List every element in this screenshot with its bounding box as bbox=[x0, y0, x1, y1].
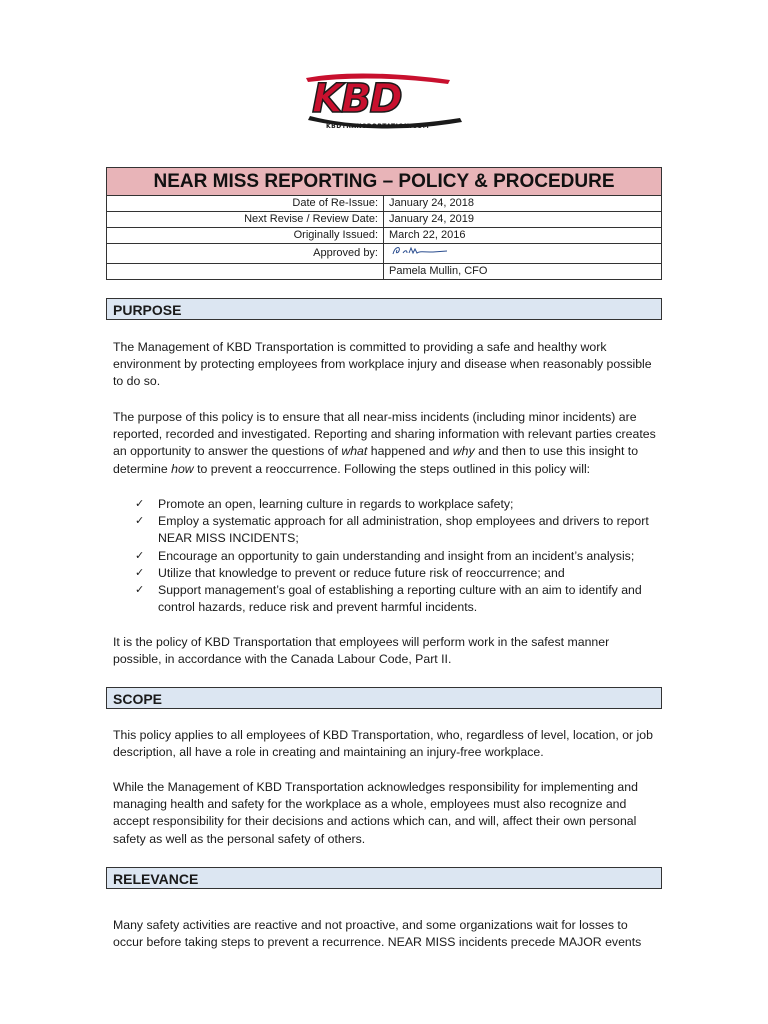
approved-by-label: Approved by: bbox=[107, 244, 384, 264]
empty-label bbox=[107, 264, 384, 280]
svg-text:KBD: KBD bbox=[312, 76, 401, 122]
relevance-paragraph-1: Many safety activities are reactive and not proactive, and some organizations wait for losses to occur before taking steps to prevent a recurrence. NEAR MISS incidents precede MAJOR events bbox=[113, 918, 642, 950]
purpose-paragraph-1: The Management of KBD Transportation is committed to providing a safe and healthy work environment by protecting employees from workplace injury and disease when reasonably possible to do so. bbox=[113, 340, 652, 389]
reissue-date-value: January 24, 2018 bbox=[384, 196, 662, 212]
policy-header-table bbox=[106, 167, 662, 280]
approver-name: Pamela Mullin, CFO bbox=[384, 264, 662, 280]
svg-text:KBDTRANSPORTATION.COM: KBDTRANSPORTATION.COM bbox=[326, 123, 430, 130]
purpose-heading: PURPOSE bbox=[106, 298, 662, 320]
review-date-label: Next Revise / Review Date: bbox=[107, 212, 384, 228]
list-item: ✓ Encourage an opportunity to gain understanding and insight from an incident’s analysis; bbox=[135, 548, 660, 565]
checkmark-icon: ✓ bbox=[135, 515, 145, 528]
table-row bbox=[107, 212, 662, 228]
list-item: ✓ Promote an open, learning culture in regards to workplace safety; bbox=[135, 496, 660, 513]
table-row bbox=[107, 228, 662, 244]
kbd-logo bbox=[300, 70, 468, 132]
list-item: ✓ Utilize that knowledge to prevent or reduce future risk of reoccurrence; and bbox=[135, 565, 660, 582]
table-row bbox=[107, 196, 662, 212]
checkmark-icon: ✓ bbox=[135, 549, 145, 562]
checkmark-icon: ✓ bbox=[135, 498, 145, 510]
signature-cell bbox=[384, 244, 662, 264]
signature-image bbox=[389, 244, 449, 263]
relevance-heading: RELEVANCE bbox=[106, 867, 662, 889]
table-row bbox=[107, 244, 662, 264]
scope-paragraph-1: This policy applies to all employees of KBD Transportation, who, regardless of level, location, or job description, all have a role in creating and maintaining an injury-free workplace. bbox=[113, 728, 653, 760]
scope-heading: SCOPE bbox=[106, 687, 662, 709]
table-row bbox=[107, 264, 662, 280]
scope-paragraph-2: While the Management of KBD Transportation acknowledges responsibility for implementing and managing health and safety for the workplace as a whole, employees must also recognize and accept responsibility for their decisions and actions which can, and will, affect their own personal safety as well as the personal safety of others. bbox=[113, 780, 638, 846]
checkmark-icon: ✓ bbox=[135, 584, 145, 597]
purpose-paragraph-3: It is the policy of KBD Transportation that employees will perform work in the safest manner possible, in accordance with the Canada Labour Code, Part II. bbox=[113, 635, 610, 667]
list-item: ✓ Support management’s goal of establishing a reporting culture with an aim to identify and control hazards, reduce risk and prevent harmful incidents. bbox=[135, 583, 642, 615]
original-issue-value: March 22, 2016 bbox=[384, 228, 662, 244]
document-title: NEAR MISS REPORTING – POLICY & PROCEDURE bbox=[107, 168, 662, 196]
original-issue-label: Originally Issued: bbox=[107, 228, 384, 244]
purpose-paragraph-2: The purpose of this policy is to ensure that all near-miss incidents (including minor incidents) are reported, recorded and investigated. Reporting and sharing information with relevant parties creates an opportunity to answer the questions of what happened and why and then to use this insight to determine how to prevent a reoccurrence. Following the steps outlined in this policy will: bbox=[113, 410, 656, 476]
purpose-checklist bbox=[135, 496, 660, 616]
list-item: ✓ Employ a systematic approach for all administration, shop employees and drivers to report NEAR MISS INCIDENTS; bbox=[135, 514, 649, 546]
review-date-value: January 24, 2019 bbox=[384, 212, 662, 228]
reissue-date-label: Date of Re-Issue: bbox=[107, 196, 384, 212]
checkmark-icon: ✓ bbox=[135, 566, 145, 579]
